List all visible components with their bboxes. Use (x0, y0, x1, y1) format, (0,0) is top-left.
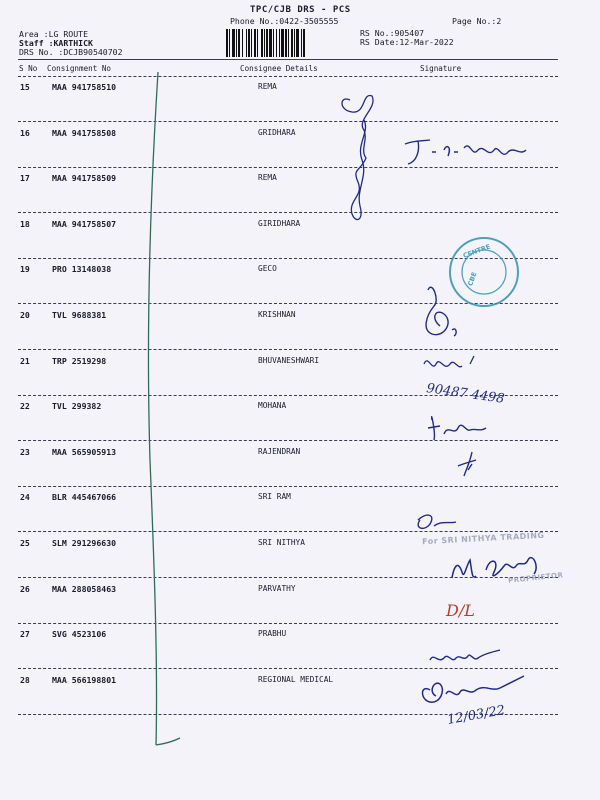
row-consignment: TVL 9688381 (52, 310, 107, 320)
handwritten-phone: 90487 4498 (425, 381, 506, 407)
area-label: Area :LG ROUTE (19, 29, 89, 39)
row-consignment: MAA 941758509 (52, 173, 117, 183)
col-header-sno: S No (19, 64, 38, 73)
phone-number: Phone No.:0422-3505555 (230, 16, 339, 26)
row-consignment: TRP 2519298 (52, 356, 107, 366)
row-sno: 20 (20, 310, 30, 320)
stamp-code-text: CBE (466, 270, 479, 288)
row-consignee-name: KRISHNAN (258, 310, 296, 319)
barcode-bar (305, 29, 306, 57)
row-consignee-name: GIRIDHARA (258, 219, 301, 228)
row-divider (18, 668, 558, 669)
row-divider (18, 395, 558, 396)
signature-row-28 (423, 676, 525, 702)
handwritten-dl: D/L (446, 601, 475, 620)
row-divider (18, 531, 558, 532)
row-divider (18, 349, 558, 350)
row-consignee-name: GECO (258, 264, 277, 273)
row-consignee-name: PRABHU (258, 629, 287, 638)
scribble-mark (342, 96, 373, 220)
col-header-consignee: Consignee Details (240, 64, 318, 73)
row-sno: 21 (20, 356, 30, 366)
row-sno: 25 (20, 538, 30, 548)
row-sno: 15 (20, 82, 30, 92)
row-divider (18, 714, 558, 715)
drs-number: DRS No. :DCJB90540702 (19, 47, 123, 57)
signature-row-23 (458, 452, 476, 476)
row-consignee-name: GRIDHARA (258, 128, 296, 137)
row-consignment: MAA 941758510 (52, 82, 117, 92)
row-consignment: MAA 288058463 (52, 584, 117, 594)
stamp-centre-text: CENTRE (461, 242, 492, 260)
col-header-consignment: Consignment No (47, 64, 112, 73)
row-consignee-name: REMA (258, 82, 277, 91)
signature-row-25 (418, 515, 456, 528)
row-divider (18, 303, 558, 304)
row-sno: 17 (20, 173, 30, 183)
header-bottom-rule (18, 76, 558, 77)
row-consignee-name: PARVATHY (258, 584, 296, 593)
row-sno: 16 (20, 128, 30, 138)
row-divider (18, 440, 558, 441)
row-consignee-name: REMA (258, 173, 277, 182)
rs-number: RS No.:905407 (360, 28, 425, 38)
col-header-signature: Signature (420, 64, 462, 73)
row-sno: 24 (20, 492, 30, 502)
row-sno: 27 (20, 629, 30, 639)
row-sno: 23 (20, 447, 30, 457)
row-divider (18, 167, 558, 168)
row-consignment: BLR 445467066 (52, 492, 117, 502)
row-sno: 22 (20, 401, 30, 411)
row-consignment: SLM 291296630 (52, 538, 117, 548)
signature-row-21 (424, 356, 474, 367)
handwritten-date: 12/03/22 (446, 703, 507, 728)
row-sno: 26 (20, 584, 30, 594)
row-divider (18, 577, 558, 578)
signature-row-16 (405, 140, 526, 164)
row-sno: 28 (20, 675, 30, 685)
row-divider (18, 258, 558, 259)
document-title: TPC/CJB DRS - PCS (250, 5, 351, 15)
row-consignee-name: SRI RAM (258, 492, 291, 501)
faded-company-stamp: For SRI NITHYA TRADING (421, 530, 545, 547)
row-divider (18, 212, 558, 213)
centre-stamp (450, 238, 518, 306)
signature-row-27 (430, 650, 500, 660)
row-divider (18, 121, 558, 122)
row-consignee-name: RAJENDRAN (258, 447, 301, 456)
rs-date: RS Date:12-Mar-2022 (360, 37, 454, 47)
row-sno: 19 (20, 264, 30, 274)
row-consignment: MAA 565905913 (52, 447, 117, 457)
row-consignment: TVL 299382 (52, 401, 102, 411)
row-consignment: PRO 13148038 (52, 264, 112, 274)
row-consignee-name: REGIONAL MEDICAL (258, 675, 334, 684)
row-divider (18, 623, 558, 624)
row-consignee-name: MOHANA (258, 401, 287, 410)
signature-row-22 (428, 417, 486, 440)
row-consignment: MAA 566198801 (52, 675, 117, 685)
barcode (226, 29, 352, 57)
page-number: Page No.:2 (452, 16, 502, 26)
signature-row-20 (426, 287, 456, 336)
staff-label: Staff :KARTHICK (19, 38, 93, 48)
row-consignment: MAA 941758508 (52, 128, 117, 138)
row-consignee-name: SRI NITHYA (258, 538, 305, 547)
row-consignment: SVG 4523106 (52, 629, 107, 639)
row-divider (18, 486, 558, 487)
row-consignment: MAA 941758507 (52, 219, 117, 229)
green-margin-stroke (148, 72, 180, 745)
row-sno: 18 (20, 219, 30, 229)
header-top-rule (18, 59, 558, 60)
faded-proprietor-stamp: PROPRIETOR (507, 571, 564, 585)
row-consignee-name: BHUVANESHWARI (258, 356, 320, 365)
